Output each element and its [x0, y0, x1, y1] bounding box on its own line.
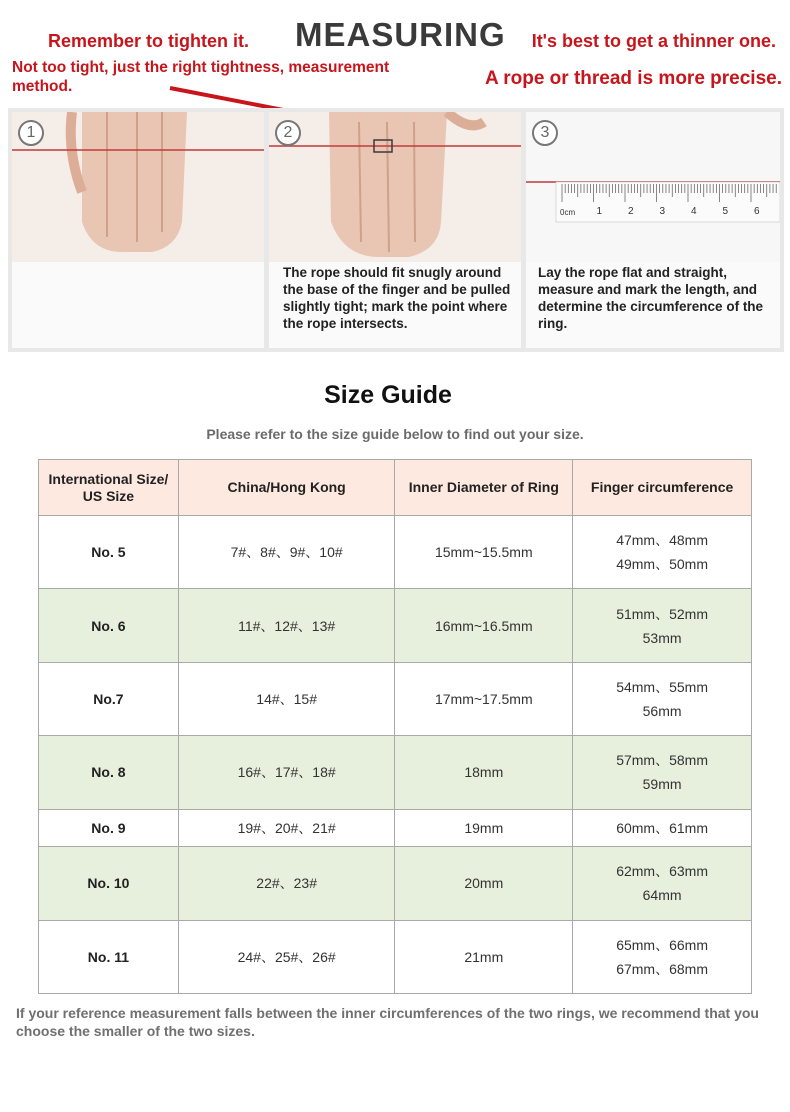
ruler-zero-label: 0cm [560, 208, 576, 217]
circumference-line-2: 64mm [642, 887, 682, 904]
step-panel-1 [12, 112, 264, 348]
step-text-2: The rope should fit snugly around the base of the finger and be pulled slightly tight; mark the point where the rope intersects. [283, 265, 511, 331]
circumference-line-2: 56mm [642, 703, 682, 720]
thinner-note: It's best to get a thinner one. [531, 31, 776, 51]
hand-rope-tight-illustration [269, 112, 521, 262]
circumference-line-1: 62mm、63mm [616, 863, 708, 880]
circumference-cell [573, 662, 752, 735]
size-cell: No. 11 [39, 920, 179, 993]
hand-rope-illustration [12, 112, 264, 262]
size-cell: No. 8 [39, 736, 179, 809]
tighten-note: Remember to tighten it. [48, 31, 250, 51]
table-row [39, 516, 752, 589]
circumference-line-1: 60mm、61mm [616, 819, 708, 836]
table-row [39, 920, 752, 993]
diameter-cell: 15mm~15.5mm [395, 516, 573, 589]
circumference-line-2: 53mm [642, 629, 682, 646]
china-size-cell: 22#、23# [178, 847, 395, 920]
ruler-tick-label: 4 [691, 206, 697, 217]
circumference-line-2: 59mm [642, 776, 682, 793]
diameter-cell: 17mm~17.5mm [395, 662, 573, 735]
china-size-cell: 11#、12#、13# [178, 589, 395, 662]
size-cell: No. 5 [39, 516, 179, 589]
rope-note: A rope or thread is more precise. [484, 68, 782, 89]
circumference-line-2: 49mm、50mm [616, 556, 708, 573]
size-guide-subtitle: Please refer to the size guide below to find out your size. [206, 426, 584, 442]
circumference-cell [573, 847, 752, 920]
china-size-cell: 14#、15# [178, 662, 395, 735]
size-cell: No. 9 [39, 809, 179, 846]
diameter-cell: 16mm~16.5mm [395, 589, 573, 662]
size-table [38, 459, 752, 994]
size-table-header [39, 460, 752, 516]
size-cell: No.7 [39, 662, 179, 735]
circumference-line-1: 57mm、58mm [616, 752, 708, 769]
step-panel-2 [269, 112, 521, 348]
size-guide-title: Size Guide [324, 381, 452, 409]
diameter-cell: 18mm [395, 736, 573, 809]
diameter-cell: 21mm [395, 920, 573, 993]
header-finger-circumference: Finger circumference [573, 460, 752, 516]
circumference-line-1: 47mm、48mm [616, 532, 708, 549]
step-panel-3 [526, 112, 780, 348]
table-row [39, 662, 752, 735]
china-size-cell: 24#、25#、26# [178, 920, 395, 993]
measuring-steps [8, 108, 784, 352]
table-row [39, 809, 752, 846]
header-international-size: International Size/ US Size [39, 460, 179, 516]
china-size-cell: 16#、17#、18# [178, 736, 395, 809]
size-cell: No. 6 [39, 589, 179, 662]
tightness-note: Not too tight, just the right tightness, measurement method. [12, 59, 390, 95]
header-inner-diameter: Inner Diameter of Ring [395, 460, 573, 516]
circumference-line-2: 67mm、68mm [616, 960, 708, 977]
circumference-cell [573, 589, 752, 662]
step-number-3: 3 [532, 120, 558, 146]
china-size-cell: 7#、8#、9#、10# [178, 516, 395, 589]
header-china-hong-kong: China/Hong Kong [178, 460, 395, 516]
diameter-cell: 20mm [395, 847, 573, 920]
china-size-cell: 19#、20#、21# [178, 809, 395, 846]
ruler-tick-label: 2 [628, 206, 634, 217]
circumference-cell [573, 920, 752, 993]
table-row [39, 589, 752, 662]
circumference-line-1: 54mm、55mm [616, 679, 708, 696]
circumference-cell [573, 809, 752, 846]
ruler-tick-label: 6 [754, 206, 760, 217]
circumference-cell [573, 736, 752, 809]
table-row [39, 847, 752, 920]
circumference-line-1: 65mm、66mm [616, 936, 708, 953]
ruler-illustration [526, 112, 780, 262]
table-row [39, 736, 752, 809]
diameter-cell: 19mm [395, 809, 573, 846]
circumference-line-1: 51mm、52mm [616, 605, 708, 622]
size-cell: No. 10 [39, 847, 179, 920]
ruler-tick-label: 3 [659, 206, 666, 217]
size-footnote: If your reference measurement falls between the inner circumferences of the two rings, we recommend that you choose the smaller of the two sizes. [16, 1005, 759, 1039]
ruler-tick-label: 1 [596, 206, 603, 217]
step-number-2: 2 [275, 120, 301, 146]
page-title: MEASURING [295, 16, 506, 53]
ruler-tick-label: 5 [722, 206, 729, 217]
step-number-1: 1 [18, 120, 44, 146]
step-text-3: Lay the rope flat and straight, measure and mark the length, and determine the circumference of the ring. [538, 265, 764, 331]
circumference-cell [573, 516, 752, 589]
